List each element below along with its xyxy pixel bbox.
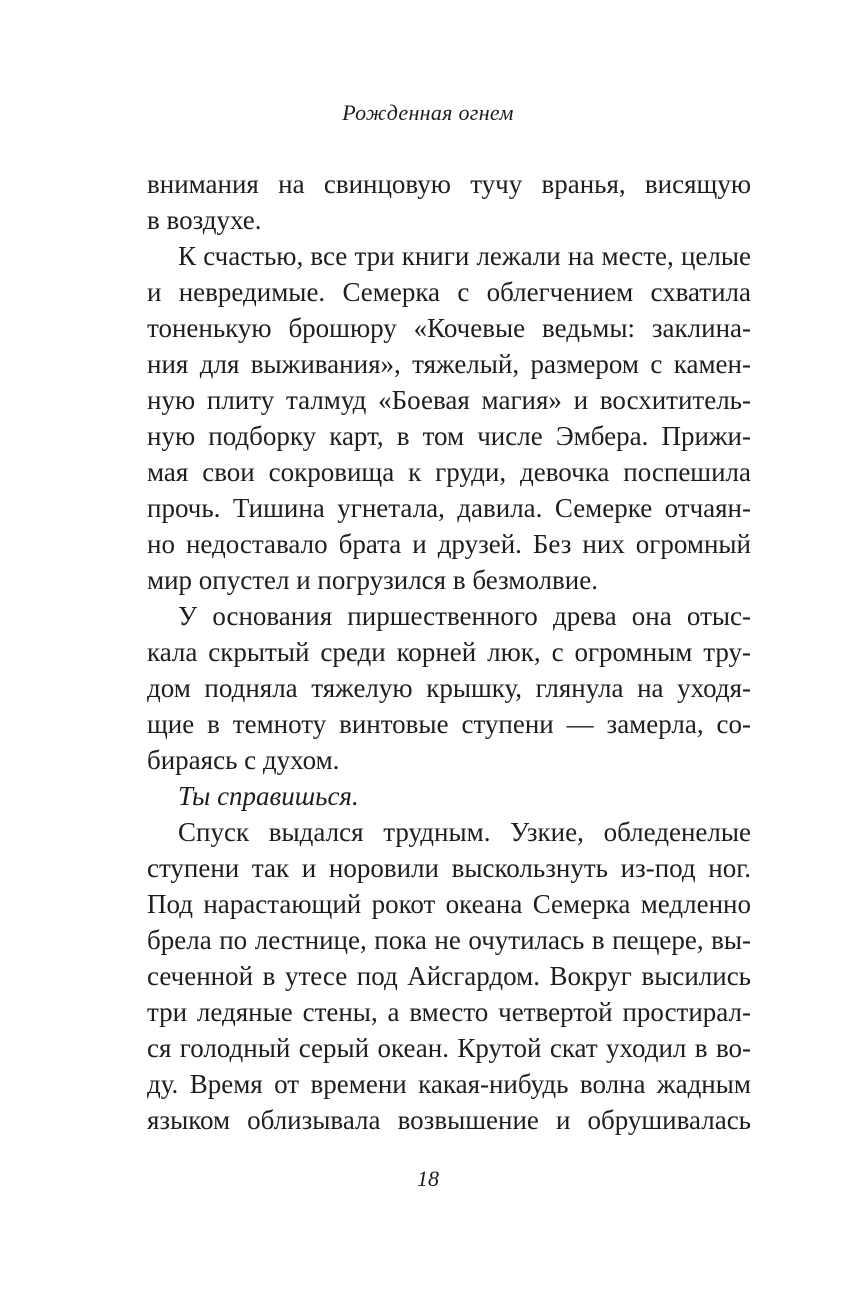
page-number: 18	[417, 1166, 439, 1191]
text-line: языком облизывала возвышение и обрушивалась	[147, 1105, 751, 1135]
text-line: Под нарастающий рокот океана Семерка медленно	[147, 889, 751, 919]
text-line: дом подняла тяжелую крышку, глянула на уходя-	[147, 673, 751, 703]
text-line: ния для выживания», тяжелый, размером с камен-	[147, 349, 751, 379]
paragraph-first-line: К счастью, все три книги лежали на месте, целые	[178, 241, 751, 271]
text-line: брела по лестнице, пока не очутилась в пещере, вы-	[147, 925, 751, 955]
text-line: прочь. Тишина угнетала, давила. Семерке отчаян-	[147, 493, 751, 523]
italic-thought: Ты справишься.	[178, 781, 359, 811]
text-line: бираясь с духом.	[147, 745, 340, 775]
text-line: внимания на свинцовую тучу вранья, висящую	[147, 169, 751, 199]
text-line: ступени так и норовили выскользнуть из-под ног.	[147, 853, 751, 883]
text-line: тоненькую брошюру «Кочевые ведьмы: заклина-	[147, 313, 751, 343]
paragraph-first-line: У основания пиршественного древа она отыс-	[178, 601, 751, 631]
text-line: щие в темноту винтовые ступени — замерла, со-	[147, 709, 751, 739]
text-line: ную плиту талмуд «Боевая магия» и восхититель-	[147, 385, 751, 415]
running-title: Рожденная огнем	[342, 100, 514, 125]
text-line: в воздухе.	[147, 205, 262, 235]
text-line: кала скрытый среди корней люк, с огромным тру-	[147, 637, 751, 667]
paragraph-first-line: Спуск выдался трудным. Узкие, обледенелые	[178, 817, 751, 847]
text-line: три ледяные стены, а вместо четвертой простирал-	[147, 997, 751, 1027]
text-line: мая свои сокровища к груди, девочка поспешила	[147, 457, 751, 487]
text-line: мир опустел и погрузился в безмолвие.	[147, 565, 598, 595]
text-line: сеченной в утесе под Айсгардом. Вокруг высились	[147, 961, 751, 991]
text-line: и невредимые. Семерка с облегчением схватила	[147, 277, 751, 307]
text-line: ся голодный серый океан. Крутой скат уходил в во-	[147, 1033, 751, 1063]
text-line: ную подборку карт, в том числе Эмбера. Прижи-	[147, 421, 751, 451]
text-line: но недоставало брата и друзей. Без них огромный	[147, 529, 751, 559]
text-line: ду. Время от времени какая-нибудь волна жадным	[147, 1069, 751, 1099]
